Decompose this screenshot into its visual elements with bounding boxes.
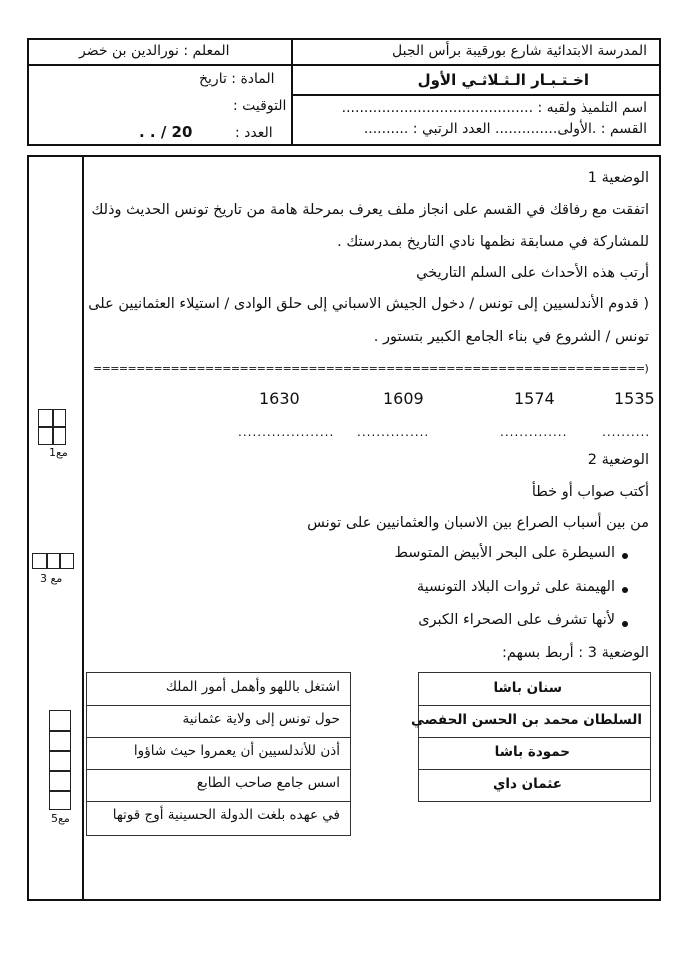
header-divider <box>291 40 293 144</box>
fact-cell[interactable]: في عهده بلغت الدولة الحسينية أوج قوتها <box>112 807 340 823</box>
fact-cell[interactable]: أذن للأندلسيين أن يعمروا حيث شاؤوا <box>133 743 340 759</box>
header-rule <box>29 64 291 66</box>
statement-item: الهيمنة على ثروات البلاد التونسية <box>416 579 615 595</box>
situation1-title: الوضعية 1 <box>587 170 649 186</box>
exam-title: اخـتـبـار الـثـلاثـي الأول <box>417 71 589 89</box>
timeline-year: 1609 <box>383 389 424 408</box>
grade-label-situation1: مع1 <box>49 446 68 459</box>
bullet-dot <box>622 553 628 559</box>
grade-box-situation3 <box>49 710 71 810</box>
situation3-title: الوضعية 3 : أربط بسهم: <box>502 645 649 661</box>
class-info: القسم : .الأولى.............. العدد الرتبي : .......... <box>363 121 647 137</box>
events-line1: ( قدوم الأندلسيين إلى تونس / دخول الجيش الاسباني إلى حلق الوادى / استيلاء العثمانيين على <box>88 296 649 312</box>
facts-table <box>86 672 351 836</box>
fact-cell[interactable]: اشتغل باللهو وأهمل أمور الملك <box>165 679 340 695</box>
grade-box-situation1 <box>38 409 66 445</box>
timeline-year: 1535 <box>614 389 655 408</box>
grade-label-situation2: مع 3 <box>40 572 63 585</box>
situation1-paragraph-line1: اتفقت مع رفاقك في القسم على انجاز ملف يعرف بمرحلة هامة من تاريخ تونس الحديث وذلك <box>91 202 649 218</box>
grade-label-situation3: مع5 <box>51 812 70 825</box>
bullet-dot <box>622 621 628 627</box>
names-table <box>410 672 651 802</box>
fact-cell[interactable]: حول تونس إلى ولاية عثمانية <box>182 711 340 727</box>
timeline-year: 1574 <box>514 389 555 408</box>
timeline-answer-blank[interactable]: .......... <box>602 425 651 439</box>
subject-label: المادة : تاريخ <box>199 71 275 87</box>
situation1-paragraph-line2: للمشاركة في مسابقة نظمها نادي التاريخ بمدرستك . <box>337 234 649 250</box>
student-name-field: اسم التلميذ ولقبه : ........................................... <box>341 100 647 116</box>
name-cell[interactable]: حمودة باشا <box>494 744 570 760</box>
grading-column-divider <box>82 157 84 899</box>
situation2-title: الوضعية 2 <box>587 452 649 468</box>
timeline-axis: ================================================================) <box>93 362 649 375</box>
bullet-dot <box>622 587 628 593</box>
statement-item: السيطرة على البحر الأبيض المتوسط <box>394 545 615 561</box>
grade-box-situation2 <box>32 553 74 569</box>
score-value: 20 / . . <box>139 123 193 141</box>
teacher-name: المعلم : نورالدين بن خضر <box>79 43 230 59</box>
timing-label: التوقيت : <box>233 98 287 114</box>
situation2-question: من بين أسباب الصراع بين الاسبان والعثمانيين على تونس <box>307 515 649 531</box>
timeline-answer-blank[interactable]: .................... <box>238 425 335 439</box>
timeline-answer-blank[interactable]: ............... <box>357 425 430 439</box>
timeline-year: 1630 <box>259 389 300 408</box>
school-name: المدرسة الابتدائية شارع بورقيبة برأس الجبل <box>392 43 647 59</box>
statement-item: لأنها تشرف على الصحراء الكبرى <box>418 612 615 628</box>
situation2-instruction: أكتب صواب أو خطأ <box>531 484 649 500</box>
exam-header <box>27 38 661 146</box>
name-cell[interactable]: السلطان محمد بن الحسن الحفصي <box>410 712 642 728</box>
timeline-answer-blank[interactable]: .............. <box>500 425 568 439</box>
situation1-instruction: أرتب هذه الأحداث على السلم التاريخي <box>416 265 649 281</box>
score-label: العدد : <box>235 125 273 141</box>
header-rule <box>293 94 659 96</box>
events-line2: تونس / الشروع في بناء الجامع الكبير بتستور . <box>373 329 649 345</box>
header-rule <box>293 64 659 66</box>
fact-cell[interactable]: اسس جامع صاحب الطابع <box>196 775 340 791</box>
name-cell[interactable]: سنان باشا <box>493 680 562 696</box>
name-cell[interactable]: عثمان داي <box>492 776 562 792</box>
